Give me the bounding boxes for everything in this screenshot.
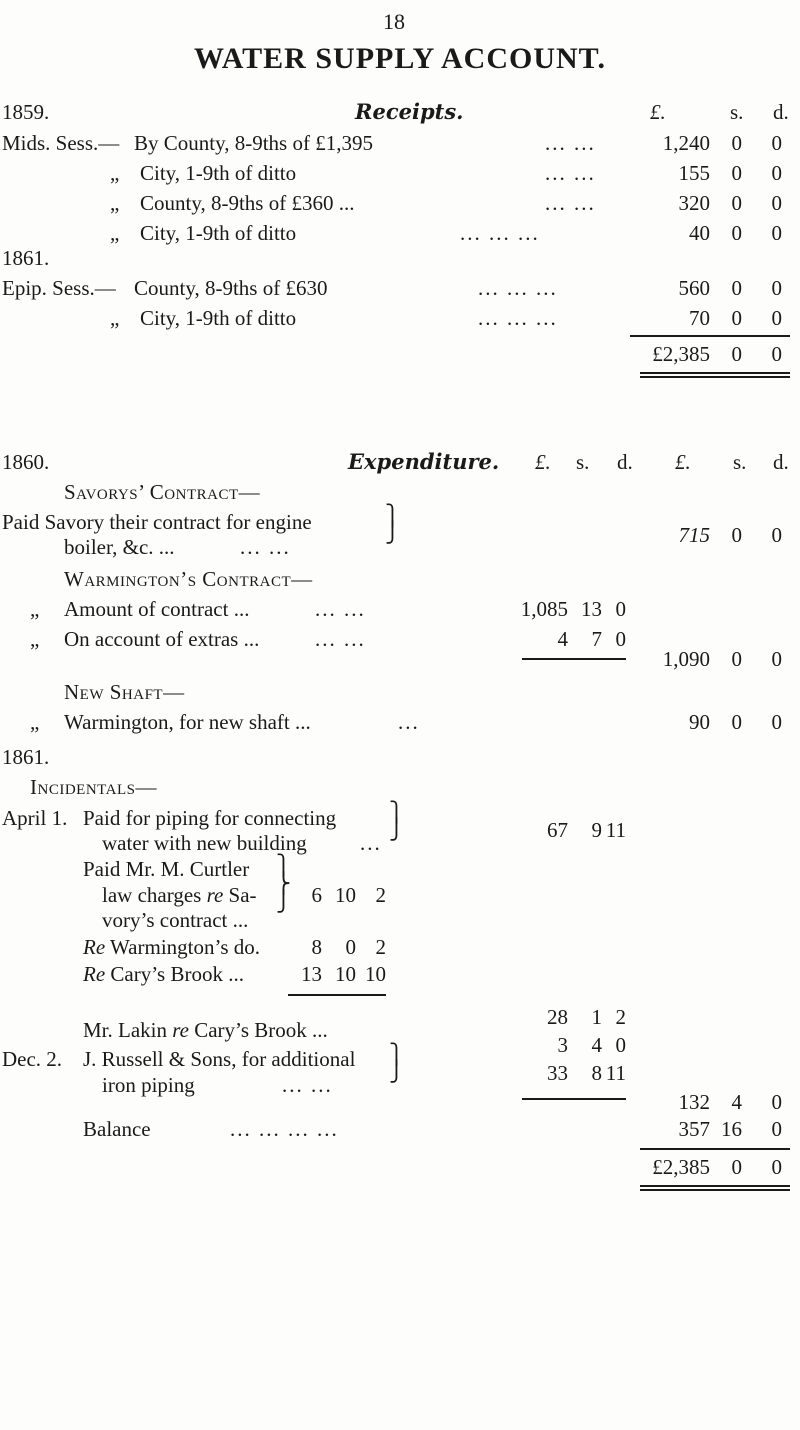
warmington-do-shillings: 0	[345, 935, 356, 959]
receipts-total-double-rule	[640, 372, 790, 378]
new-shaft-row-dots: ...	[398, 710, 420, 734]
receipt-row-prefix: „	[110, 221, 120, 245]
savorys-pounds: 715	[678, 523, 710, 547]
cary-text: Cary’s Brook ...	[110, 962, 244, 986]
curtler-shillings: 10	[335, 883, 356, 907]
expenditure-year: 1860.	[2, 450, 50, 474]
new-shaft-row-prefix: „	[30, 710, 40, 734]
expenditure-heading: Expenditure.	[348, 449, 500, 474]
balance-pence: 0	[771, 1117, 782, 1141]
russell-line-2: iron piping	[102, 1073, 195, 1097]
savorys-brace: ⎫ ⎭	[385, 503, 400, 544]
warmington-do-pence: 2	[375, 935, 386, 959]
russell-pounds: 33	[547, 1061, 568, 1085]
incidentals-sum-rule	[522, 1098, 626, 1100]
warmington-row-shillings: 13	[581, 597, 602, 621]
re-label: Re	[83, 935, 106, 959]
cary-line	[83, 962, 244, 986]
curtler-line-2: law charges	[102, 883, 202, 907]
receipt-row-shillings: 0	[731, 161, 742, 185]
grand-total-pounds: £2,385	[652, 1155, 710, 1179]
warmington-row-text: Amount of contract ...	[64, 597, 250, 621]
curtler-brace: ⎫ ⎬ ⎭	[276, 853, 291, 913]
incidentals-total-pounds: 132	[678, 1090, 710, 1114]
receipt-row-prefix: „	[110, 161, 120, 185]
balance-label: Balance	[83, 1117, 151, 1141]
warmington-do-line	[83, 935, 260, 959]
receipt-row-pence: 0	[771, 191, 782, 215]
warmington-row-prefix: „	[30, 597, 40, 621]
curtler-re: re	[206, 883, 224, 907]
new-shaft-pence: 0	[771, 710, 782, 734]
receipt-row-dots: ... ...	[545, 161, 596, 185]
warmington-row-shillings: 7	[591, 627, 602, 651]
warmington-total-pounds: 1,090	[662, 647, 710, 671]
receipt-row-pounds: 560	[678, 276, 710, 300]
col-pounds-header: £.	[535, 450, 551, 474]
col-shillings-header: s.	[576, 450, 590, 474]
balance-pounds: 357	[678, 1117, 710, 1141]
receipt-row-text: County, 8-9ths of £360 ...	[140, 191, 355, 215]
warmington-row-dots: ... ...	[315, 597, 366, 621]
piping-pounds: 67	[547, 818, 568, 842]
russell-shillings: 8	[591, 1061, 602, 1085]
receipt-row-shillings: 0	[731, 306, 742, 330]
russell-line-1: J. Russell & Sons, for additional	[83, 1047, 356, 1071]
savorys-line-2: boiler, &c. ...	[64, 535, 175, 559]
receipt-row-prefix: Mids. Sess.—	[2, 131, 120, 155]
piping-shillings: 9	[591, 818, 602, 842]
incidentals-heading: Incidentals—	[30, 775, 157, 799]
savorys-line-1: Paid Savory their contract for engine	[2, 510, 312, 534]
receipt-row-dots: ... ...	[545, 191, 596, 215]
warmington-row-pence: 0	[615, 627, 626, 651]
new-shaft-row-text: Warmington, for new shaft ...	[64, 710, 311, 734]
receipt-row-dots: ... ... ...	[478, 276, 558, 300]
receipt-row-shillings: 0	[731, 221, 742, 245]
receipt-row-pence: 0	[771, 161, 782, 185]
grand-total-pence: 0	[771, 1155, 782, 1179]
curtler-pence: 2	[375, 883, 386, 907]
piping-line-1: Paid for piping for connecting	[83, 806, 337, 830]
russell-brace: ⎫ ⎭	[389, 1042, 404, 1083]
warmington-row-pence: 0	[615, 597, 626, 621]
receipts-heading: Receipts.	[355, 99, 464, 124]
receipt-row-pounds: 70	[689, 306, 710, 330]
receipts-total-pence: 0	[771, 342, 782, 366]
receipts-year: 1859.	[2, 100, 50, 124]
page-title: WATER SUPPLY ACCOUNT.	[194, 42, 606, 75]
expenditure-year-2: 1861.	[2, 745, 50, 769]
lakin-shillings: 4	[591, 1033, 602, 1057]
receipt-row-prefix: „	[110, 191, 120, 215]
receipts-total-shillings: 0	[731, 342, 742, 366]
lakin-pounds: 3	[557, 1033, 568, 1057]
cary-pounds: 13	[301, 962, 322, 986]
receipt-row-text: City, 1-9th of ditto	[140, 221, 297, 245]
receipt-row-pence: 0	[771, 276, 782, 300]
piping-pence: 11	[605, 818, 626, 842]
warmington-row-pounds: 4	[557, 627, 568, 651]
curtler-line-2-wrap	[102, 883, 257, 907]
lakin-line	[83, 1018, 328, 1042]
savorys-heading: Savorys’ Contract—	[64, 480, 261, 504]
warmington-do-text: Warmington’s do.	[110, 935, 260, 959]
receipt-row-shillings: 0	[731, 276, 742, 300]
receipt-row-prefix: Epip. Sess.—	[2, 276, 116, 300]
col-pence-header: d.	[617, 450, 633, 474]
col-shillings-header: s.	[730, 100, 744, 124]
col-pence-header: d.	[773, 450, 789, 474]
russell-dots: ... ...	[282, 1073, 333, 1097]
receipt-row-dots: ... ... ...	[460, 221, 540, 245]
cary-shillings: 10	[335, 962, 356, 986]
savorys-shillings: 0	[731, 523, 742, 547]
warmington-total-shillings: 0	[731, 647, 742, 671]
re-label: Re	[83, 962, 106, 986]
col-pounds-header: £.	[650, 100, 666, 124]
warmington-row-text: On account of extras ...	[64, 627, 260, 651]
receipts-total-pounds: £2,385	[652, 342, 710, 366]
col-pounds-header: £.	[675, 450, 691, 474]
grand-total-shillings: 0	[731, 1155, 742, 1179]
balance-dots: ... ... ... ...	[230, 1117, 339, 1141]
new-shaft-shillings: 0	[731, 710, 742, 734]
cary-pence: 10	[365, 962, 386, 986]
piping-dots: ...	[360, 831, 382, 855]
sub-sum-rule	[288, 994, 386, 996]
receipt-row-pence: 0	[771, 131, 782, 155]
new-shaft-heading: New Shaft—	[64, 680, 185, 704]
lakin-pre: Mr. Lakin	[83, 1018, 167, 1042]
lakin-re: re	[172, 1018, 189, 1042]
sub-total-shillings: 1	[591, 1005, 602, 1029]
savorys-dots: ... ...	[240, 535, 291, 559]
warmington-heading: Warmington’s Contract—	[64, 567, 313, 591]
receipt-row-text: County, 8-9ths of £630	[134, 276, 328, 300]
curtler-pounds: 6	[311, 883, 322, 907]
curtler-line-3: vory’s contract ...	[102, 908, 249, 932]
curtler-line-1: Paid Mr. M. Curtler	[83, 857, 250, 881]
receipt-row-text: By County, 8-9ths of £1,395	[134, 131, 373, 155]
grand-total-double-rule	[640, 1185, 790, 1191]
new-shaft-pounds: 90	[689, 710, 710, 734]
grand-sum-rule	[640, 1148, 790, 1150]
receipt-row-pounds: 320	[678, 191, 710, 215]
april-date: April 1.	[2, 806, 68, 830]
warmington-row-dots: ... ...	[315, 627, 366, 651]
warmington-row-pounds: 1,085	[520, 597, 568, 621]
col-pence-header: d.	[773, 100, 789, 124]
page-number: 18	[383, 9, 405, 34]
receipt-row-pounds: 1,240	[662, 131, 710, 155]
balance-shillings: 16	[721, 1117, 742, 1141]
sub-total-pounds: 28	[547, 1005, 568, 1029]
warmington-row-prefix: „	[30, 627, 40, 651]
receipts-sum-rule	[630, 335, 790, 337]
receipt-row-text: City, 1-9th of ditto	[140, 306, 297, 330]
receipt-row-prefix: „	[110, 306, 120, 330]
receipt-row-pounds: 40	[689, 221, 710, 245]
lakin-post: Cary’s Brook ...	[194, 1018, 328, 1042]
savorys-pence: 0	[771, 523, 782, 547]
dec-date: Dec. 2.	[2, 1047, 63, 1071]
receipts-year-2: 1861.	[2, 246, 50, 270]
col-shillings-header: s.	[733, 450, 747, 474]
receipt-row-text: City, 1-9th of ditto	[140, 161, 297, 185]
receipt-row-shillings: 0	[731, 131, 742, 155]
incidentals-total-shillings: 4	[731, 1090, 742, 1114]
incidentals-total-pence: 0	[771, 1090, 782, 1114]
receipt-row-dots: ... ...	[545, 131, 596, 155]
lakin-pence: 0	[615, 1033, 626, 1057]
receipt-row-shillings: 0	[731, 191, 742, 215]
warmington-total-pence: 0	[771, 647, 782, 671]
russell-pence: 11	[605, 1061, 626, 1085]
receipt-row-pence: 0	[771, 221, 782, 245]
receipt-row-dots: ... ... ...	[478, 306, 558, 330]
receipt-row-pence: 0	[771, 306, 782, 330]
piping-line-2: water with new building	[102, 831, 307, 855]
sub-total-pence: 2	[615, 1005, 626, 1029]
warmington-sum-rule	[522, 658, 626, 660]
curtler-sa: Sa-	[228, 883, 257, 907]
warmington-do-pounds: 8	[311, 935, 322, 959]
piping-brace: ⎫ ⎭	[389, 800, 404, 841]
receipt-row-pounds: 155	[678, 161, 710, 185]
